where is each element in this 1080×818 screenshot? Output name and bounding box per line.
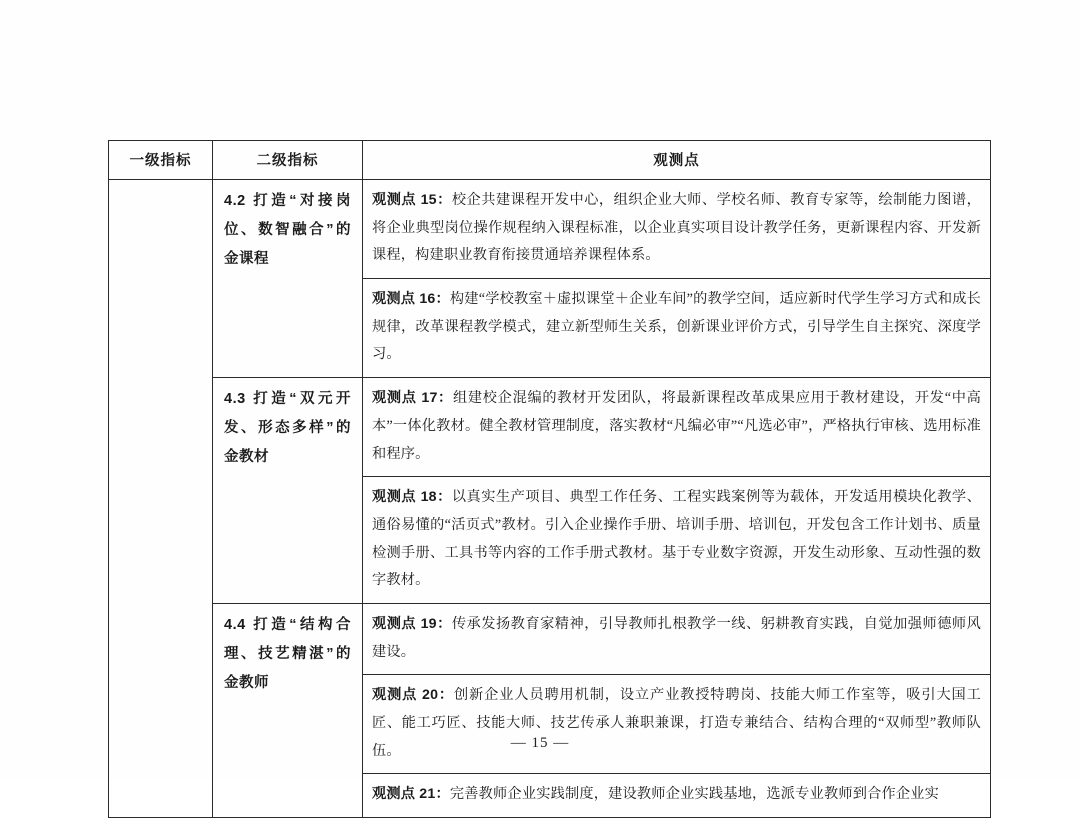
level2-label: 4.3 打造“双元开发、形态多样”的金教材	[224, 391, 351, 466]
level2-label: 4.4 打造“结构合理、技艺精湛”的金教师	[224, 616, 351, 691]
observation-point-15: 观测点 15：校企共建课程开发中心，组织企业大师、学校名师、教育专家等，绘制能力图谱，将企业典型岗位操作规程纳入课程标准，以企业真实项目设计教学任务，更新课程内容、开发新课程，构建职业教育衔接贯通培养课程体系。	[363, 180, 991, 279]
table-row	[109, 378, 991, 477]
table-body	[109, 180, 991, 818]
observation-point-21: 观测点 21：完善教师企业实践制度，建设教师企业实践基地，选派专业教师到合作企业实	[363, 774, 991, 818]
level2-cell-4-4	[213, 603, 363, 817]
level2-cell-4-2	[213, 180, 363, 378]
page-number: — 15 —	[510, 735, 570, 751]
observation-point-17: 观测点 17：组建校企混编的教材开发团队，将最新课程改革成果应用于教材建设，开发“中高本”一体化教材。健全教材管理制度，落实教材“凡编必审”“凡选必审”，严格执行审核、选用标准和程序。	[363, 378, 991, 477]
observation-point-18: 观测点 18：以真实生产项目、典型工作任务、工程实践案例等为载体，开发适用模块化教学、通俗易懂的“活页式”教材。引入企业操作手册、培训手册、培训包，开发包含工作计划书、质量检测手册、工具书等内容的工作手册式教材。基于专业数字资源，开发生动形象、互动性强的数字教材。	[363, 477, 991, 604]
observation-point-20: 观测点 20：创新企业人员聘用机制，设立产业教授特聘岗、技能大师工作室等，吸引大国工匠、能工巧匠、技能大师、技艺传承人兼职兼课，打造专兼结合、结构合理的“双师型”教师队伍。	[363, 675, 991, 774]
table-header	[109, 141, 991, 180]
table-row	[109, 603, 991, 674]
column-header-level2: 二级指标	[213, 141, 363, 180]
level2-label: 4.2 打造“对接岗位、数智融合”的金课程	[224, 193, 351, 267]
indicator-table	[108, 140, 991, 818]
observation-point-16: 观测点 16：构建“学校教室＋虚拟课堂＋企业车间”的教学空间，适应新时代学生学习方式和成长规律，改革课程教学模式，建立新型师生关系，创新课业评价方式，引导学生自主探究、深度学习。	[363, 279, 991, 378]
column-header-observation: 观测点	[363, 141, 991, 180]
observation-point-19: 观测点 19：传承发扬教育家精神，引导教师扎根教学一线、躬耕教育实践，自觉加强师德师风建设。	[363, 603, 991, 674]
column-header-level1: 一级指标	[109, 141, 213, 180]
level1-cell	[109, 180, 213, 818]
level2-cell-4-3	[213, 378, 363, 604]
table-header-row	[109, 141, 991, 180]
table-row	[109, 180, 991, 279]
